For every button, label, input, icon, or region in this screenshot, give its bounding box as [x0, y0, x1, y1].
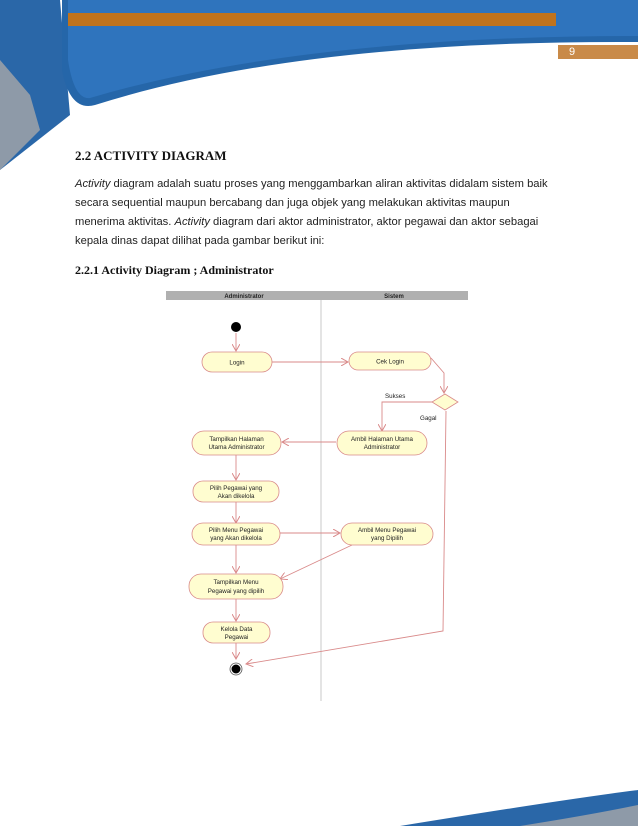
top-orange-bar	[68, 13, 556, 26]
activity-label: Kelola Data	[220, 626, 253, 633]
activity-label: Tampilkan Halaman	[209, 436, 264, 443]
activity-label: Administrator	[363, 444, 401, 451]
activity-label: Cek Login	[376, 358, 404, 366]
activity-label: Utama Administrator	[208, 444, 265, 451]
activity-label: Pegawai yang dipilih	[207, 588, 265, 595]
flow-edge	[280, 545, 352, 579]
end-node	[232, 665, 241, 674]
italic-term: Activity	[174, 216, 210, 228]
section-heading: 2.2 ACTIVITY DIAGRAM	[75, 148, 227, 163]
body-paragraph	[75, 175, 560, 251]
activity-label: Ambil Halaman Utama	[351, 436, 413, 443]
page-number: 9	[569, 46, 576, 58]
start-node	[231, 322, 241, 332]
lane-label-administrator: Administrator	[224, 294, 264, 300]
lane-label-sistem: Sistem	[384, 294, 404, 300]
activity-label: Akan dikelola	[217, 493, 255, 500]
paragraph-text: diagram adalah suatu proses yang menggambarkan aliran aktivitas didalam sistem baik secara sequential maupun bercabang dan juga objek yang melakukan aktivitas maupun menerima aktivitas.	[75, 178, 548, 228]
italic-term: Activity	[75, 178, 111, 190]
flow-edge	[431, 358, 444, 393]
activity-tampilkan-halaman	[192, 431, 281, 455]
subsection-heading: 2.2.1 Activity Diagram ; Administrator	[75, 263, 274, 277]
activity-diagram	[166, 291, 469, 703]
activity-label: Pilih Menu Pegawai	[208, 527, 264, 534]
activity-label: Tampilkan Menu	[213, 579, 259, 586]
decision-node	[432, 394, 458, 410]
activity-label: Pegawai	[224, 634, 249, 641]
activity-label: Login	[229, 359, 245, 367]
activity-label: Pilih Pegawai yang	[209, 485, 263, 492]
activity-label: Ambil Menu Pegawai	[357, 527, 417, 534]
activity-tampilkan-menu	[189, 574, 283, 599]
activity-label: yang Akan dikelola	[210, 535, 262, 542]
paragraph-text: diagram dari aktor administrator, aktor pegawai dan aktor sebagai kepala dinas dapat dilihat pada gambar berikut ini:	[75, 216, 539, 247]
guard-gagal: Gagal	[420, 415, 437, 422]
lane-header-background	[166, 291, 468, 300]
guard-sukses: Sukses	[385, 393, 406, 400]
activity-ambil-halaman	[337, 431, 427, 455]
activity-label: yang Dipilih	[371, 535, 403, 542]
